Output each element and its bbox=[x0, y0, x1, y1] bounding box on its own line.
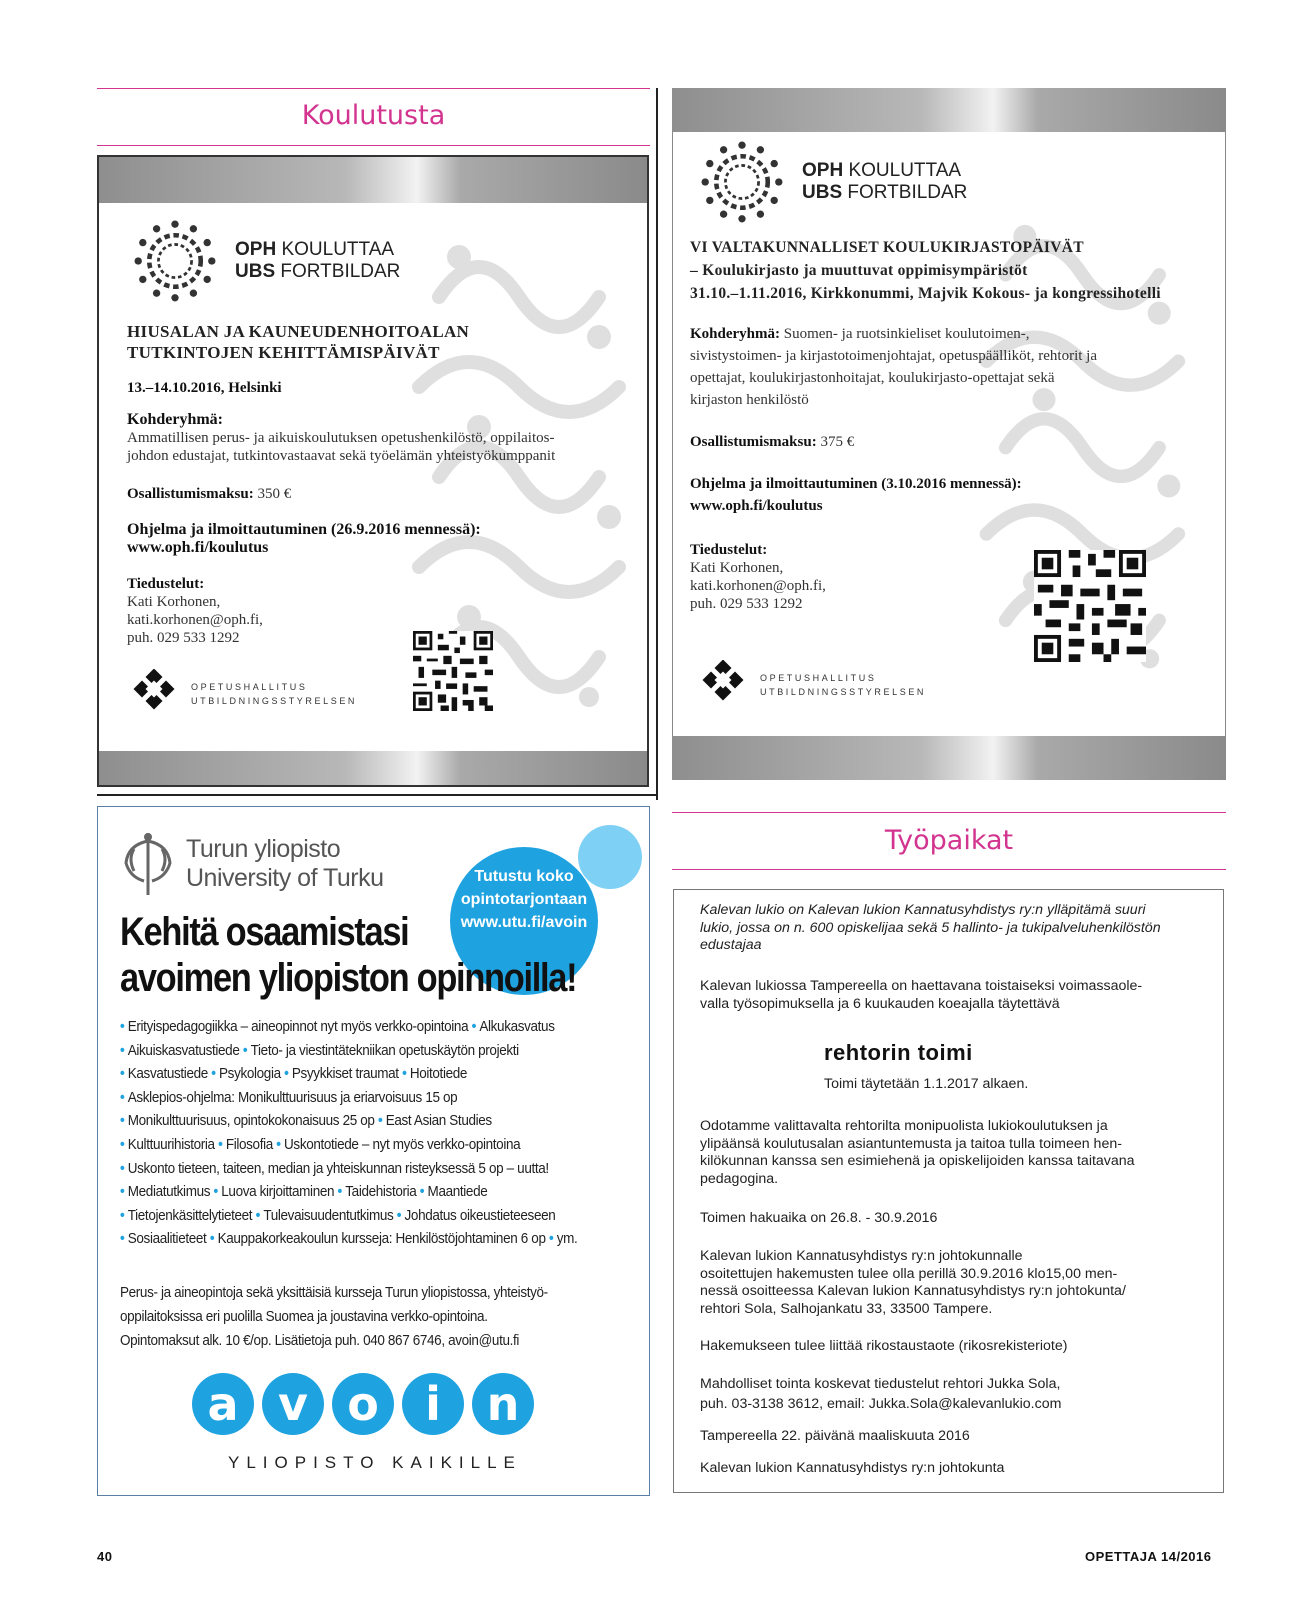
headline-line-2: avoimen yliopiston opinnoilla! bbox=[120, 956, 577, 1000]
avoin-letter-circle: o bbox=[332, 1373, 394, 1435]
ad-title-line-3: 31.10.–1.11.2016, Kirkkonummi, Majvik Kokous- ja kongressihotelli bbox=[690, 285, 1161, 302]
course-item: East Asian Studies bbox=[385, 1112, 492, 1130]
school-intro-line-2: lukio, jossa on n. 600 opiskelijaa sekä 5 hallinto- ja tukipalveluhenkilöstön bbox=[700, 919, 1161, 936]
oph-logo bbox=[696, 136, 967, 228]
fee-label: Osallistumismaksu: bbox=[127, 486, 254, 502]
contact-phone: puh. 029 533 1292 bbox=[690, 596, 803, 612]
requirements-line-3: kilökunnan kanssa sen esimiehenä ja opiskelijoiden kanssa taitavana bbox=[700, 1153, 1135, 1169]
target-line-3: opettajat, koulukirjastonhoitajat, koulukirjasto-opettajat sekä bbox=[690, 370, 1055, 386]
oph-logo bbox=[129, 215, 400, 307]
ubs-wordmark-bold: UBS bbox=[235, 261, 276, 282]
avoin-letter-circle: n bbox=[472, 1373, 534, 1435]
ad-headline bbox=[120, 909, 576, 1001]
inquiries-line-2[interactable]: puh. 03-3138 3612, email: Jukka.Sola@kalevanlukio.com bbox=[700, 1396, 1062, 1412]
course-item: Taidehistoria bbox=[345, 1183, 417, 1201]
job-requirements bbox=[700, 1118, 1135, 1188]
contact-label: Tiedustelut: bbox=[127, 576, 205, 592]
bullet-icon: • bbox=[120, 1159, 128, 1177]
program-label: Ohjelma ja ilmoittautuminen (26.9.2016 mennessä): bbox=[127, 521, 481, 538]
address-line-2: osoitettujen hakemusten tulee olla perillä 30.9.2016 klo15,00 men- bbox=[700, 1265, 1118, 1282]
bullet-icon: • bbox=[120, 1112, 128, 1130]
ad-footer-band bbox=[99, 751, 647, 785]
target-line-2: sivistystoimen- ja kirjastotoimenjohtajat, opetuspäälliköt, rehtorit ja bbox=[690, 348, 1098, 364]
qr-code-icon bbox=[1034, 550, 1146, 662]
course-item: Sosiaalitieteet bbox=[127, 1230, 207, 1248]
fee-value: 350 € bbox=[253, 486, 292, 502]
fee-label: Osallistumismaksu: bbox=[690, 434, 817, 450]
course-list-row bbox=[120, 1180, 577, 1204]
bullet-icon: • bbox=[214, 1135, 226, 1153]
course-list bbox=[120, 1015, 577, 1251]
opetushallitus-logo bbox=[129, 669, 357, 719]
course-item: Luova kirjoittaminen bbox=[221, 1183, 335, 1201]
ad-place-date: Tampereella 22. päivänä maaliskuuta 2016 bbox=[700, 1428, 970, 1444]
ad-title-line-1: VI VALTAKUNNALLISET KOULUKIRJASTOPÄIVÄT bbox=[690, 239, 1084, 256]
course-item: Alkukasvatus bbox=[479, 1018, 555, 1035]
bullet-icon: • bbox=[272, 1135, 285, 1153]
bullet-icon: • bbox=[120, 1183, 128, 1201]
course-item: Hoitotiede bbox=[409, 1065, 468, 1083]
course-item: Maantiede bbox=[427, 1183, 488, 1201]
bullet-icon: • bbox=[398, 1065, 410, 1083]
bullet-icon: • bbox=[206, 1230, 218, 1248]
course-list-row bbox=[120, 1062, 577, 1086]
oph-wreath-icon bbox=[129, 215, 221, 307]
info-line-3: Opintomaksut alk. 10 €/op. Lisätietoja puh. 040 867 6746, avoin@utu.fi bbox=[120, 1332, 520, 1349]
board-name-sv: UTBILDNINGSSTYRELSEN bbox=[191, 696, 358, 706]
bullet-icon: • bbox=[120, 1088, 128, 1106]
ad-program bbox=[690, 473, 1220, 517]
ubs-wordmark-rest: FORTBILDAR bbox=[275, 261, 401, 282]
section-rule-bottom bbox=[672, 869, 1226, 870]
course-item: Psyykkiset traumat bbox=[291, 1065, 399, 1083]
bullet-icon: • bbox=[545, 1230, 557, 1248]
program-url[interactable]: www.oph.fi/koulutus bbox=[690, 498, 823, 514]
program-url[interactable]: www.oph.fi/koulutus bbox=[127, 539, 269, 556]
bullet-icon: • bbox=[374, 1112, 386, 1130]
course-item: Johdatus oikeustieteeseen bbox=[404, 1206, 556, 1224]
course-item: Erityispedagogiikka – aineopinnot nyt myös verkko-opintoina bbox=[127, 1018, 469, 1035]
ad-header-band bbox=[99, 157, 647, 203]
university-name bbox=[186, 835, 384, 893]
page-number: 40 bbox=[97, 1549, 113, 1564]
headline-line-1: Kehitä osaamistasi bbox=[120, 910, 409, 954]
bullet-icon: • bbox=[207, 1065, 220, 1083]
application-attachment: Hakemukseen tulee liittää rikostaustaote (rikosrekisteriote) bbox=[700, 1338, 1068, 1354]
address-line-3: nessä osoitteessa Kalevan lukion Kannatusyhdistys ry:n johtokunta/ bbox=[700, 1283, 1126, 1299]
course-item: Uskonto tieteen, taiteen, median ja yhteiskunnan risteyksessä 5 op – uutta! bbox=[127, 1159, 549, 1177]
avoin-letter-circle: i bbox=[402, 1373, 464, 1435]
ad-title-line-2: TUTKINTOJEN KEHITTÄMISPÄIVÄT bbox=[127, 343, 440, 362]
avoin-letter-circle: v bbox=[262, 1373, 324, 1435]
board-name-fi: OPETUSHALLITUS bbox=[760, 673, 877, 683]
target-label: Kohderyhmä: bbox=[690, 326, 780, 342]
university-of-turku-ad bbox=[97, 806, 650, 1496]
bullet-icon: • bbox=[120, 1065, 128, 1083]
address-line-4: rehtori Sola, Salhojankatu 33, 33500 Tampere. bbox=[700, 1300, 993, 1317]
job-opening bbox=[700, 978, 1142, 1013]
ad-contact bbox=[127, 575, 627, 647]
ad-side-border-right bbox=[1225, 132, 1226, 736]
ad-date-place: 13.–14.10.2016, Helsinki bbox=[127, 380, 282, 396]
oph-wordmark-bold: OPH bbox=[802, 160, 844, 181]
bullet-icon: • bbox=[120, 1206, 128, 1224]
bullet-icon: • bbox=[120, 1041, 128, 1059]
section-rule-top bbox=[672, 812, 1226, 813]
avoin-letter-circle: a bbox=[192, 1373, 254, 1435]
course-list-row bbox=[120, 1204, 577, 1228]
training-ad-school-library bbox=[672, 88, 1226, 780]
requirements-line-2: ylipäänsä koulutusalan asiantuntemusta ja taitoa tulla toimeen hen- bbox=[700, 1135, 1122, 1152]
school-intro-line-1: Kalevan lukio on Kalevan lukion Kannatusyhdistys ry:n ylläpitämä suuri bbox=[700, 902, 1146, 918]
oph-wreath-icon bbox=[696, 136, 788, 228]
info-circle-link[interactable]: www.utu.fi/avoin bbox=[460, 914, 588, 931]
target-line-4: kirjaston henkilöstö bbox=[690, 392, 809, 408]
qr-code-icon bbox=[413, 631, 493, 711]
info-line-1: Perus- ja aineopintoja sekä yksittäisiä kursseja Turun yliopistossa, yhteistyö- bbox=[120, 1284, 548, 1301]
turku-crest-icon bbox=[120, 829, 176, 899]
contact-name: Kati Korhonen, bbox=[690, 560, 784, 576]
bullet-icon: • bbox=[393, 1206, 405, 1224]
course-item: Uskontotiede – nyt myös verkko-opintoina bbox=[284, 1135, 521, 1153]
university-logo bbox=[120, 829, 384, 899]
bullet-icon: • bbox=[120, 1230, 128, 1248]
contact-email[interactable]: kati.korhonen@oph.fi, bbox=[690, 578, 826, 594]
application-period: Toimen hakuaika on 26.8. - 30.9.2016 bbox=[700, 1210, 938, 1226]
school-intro-line-3: edustajaa bbox=[700, 937, 762, 953]
bullet-icon: • bbox=[416, 1183, 428, 1201]
ad-program bbox=[127, 521, 627, 557]
opetushallitus-diamond-icon bbox=[129, 669, 179, 719]
ad-title-line-2: – Koulukirjasto ja muuttuvat oppimisympäristöt bbox=[690, 262, 1028, 279]
ad-footer-band bbox=[672, 736, 1226, 780]
ad-side-border-left bbox=[672, 132, 673, 736]
course-item: Filosofia bbox=[225, 1135, 273, 1153]
ad-body bbox=[127, 321, 627, 647]
address-line-1: Kalevan lukion Kannatusyhdistys ry:n johtokunnalle bbox=[700, 1248, 1023, 1264]
section-title-training: Koulutusta bbox=[301, 100, 446, 131]
contact-name: Kati Korhonen, bbox=[127, 594, 221, 610]
oph-wordmark bbox=[802, 160, 967, 204]
section-title-jobs: Työpaikat bbox=[884, 825, 1014, 856]
course-item: Kauppakorkeakoulun kursseja: Henkilöstöjohtaminen 6 op bbox=[217, 1230, 546, 1248]
university-name-en: University of Turku bbox=[186, 864, 384, 892]
target-line-2: johdon edustajat, tutkintovastaavat sekä työelämän yhteistyökumppanit bbox=[127, 448, 556, 464]
course-item: Kulttuurihistoria bbox=[127, 1135, 215, 1153]
job-start-date: Toimi täytetään 1.1.2017 alkaen. bbox=[824, 1076, 1029, 1092]
ubs-wordmark-bold: UBS bbox=[802, 182, 843, 203]
opetushallitus-logo bbox=[698, 660, 926, 710]
ubs-wordmark-rest: FORTBILDAR bbox=[842, 182, 968, 203]
info-circle-line-2: opintotarjontaan bbox=[460, 891, 588, 908]
left-column-divider bbox=[97, 794, 657, 796]
bullet-icon: • bbox=[210, 1183, 222, 1201]
bullet-icon: • bbox=[120, 1018, 128, 1035]
oph-wordmark-bold: OPH bbox=[235, 239, 277, 260]
ad-signature: Kalevan lukion Kannatusyhdistys ry:n johtokunta bbox=[700, 1460, 1005, 1476]
job-inquiries bbox=[700, 1374, 1061, 1414]
course-item: Mediatutkimus bbox=[127, 1183, 211, 1201]
info-line-2: oppilaitoksissa eri puolilla Suomea ja joustavina verkko-opintoina. bbox=[120, 1308, 488, 1325]
job-opening-line-1: Kalevan lukiossa Tampereella on haettavana toistaiseksi voimassaole- bbox=[700, 978, 1143, 994]
column-divider bbox=[656, 88, 658, 800]
ad-title-line-1: HIUSALAN JA KAUNEUDENHOITOALAN bbox=[127, 322, 470, 341]
course-list-row bbox=[120, 1227, 577, 1251]
course-list-row bbox=[120, 1086, 577, 1110]
requirements-line-1: Odotamme valittavalta rehtorilta monipuolista lukiokoulutuksen ja bbox=[700, 1118, 1108, 1134]
job-ad-principal bbox=[673, 889, 1224, 1493]
oph-wordmark bbox=[235, 239, 400, 283]
job-title: rehtorin toimi bbox=[824, 1040, 973, 1065]
requirements-line-4: pedagogina. bbox=[700, 1170, 779, 1187]
course-item: Kasvatustiede bbox=[127, 1065, 208, 1083]
avoin-logo bbox=[192, 1373, 534, 1435]
course-list-row bbox=[120, 1109, 577, 1133]
job-opening-line-2: valla työsopimuksella ja 6 kuukauden koeajalla täytettävä bbox=[700, 995, 1060, 1012]
oph-wordmark-rest: KOULUTTAA bbox=[276, 239, 395, 260]
university-name-fi: Turun yliopisto bbox=[186, 835, 341, 863]
ad-target-group bbox=[127, 411, 627, 465]
contact-email[interactable]: kati.korhonen@oph.fi, bbox=[127, 612, 263, 628]
application-address bbox=[700, 1248, 1126, 1318]
course-list-row bbox=[120, 1133, 577, 1157]
school-intro bbox=[700, 902, 1161, 955]
ad-target-group bbox=[690, 323, 1220, 411]
training-ad-hair-beauty bbox=[97, 155, 649, 787]
opetushallitus-wordmark bbox=[760, 671, 926, 699]
bullet-icon: • bbox=[120, 1135, 128, 1153]
fee-value: 375 € bbox=[816, 434, 855, 450]
bullet-icon: • bbox=[468, 1018, 480, 1035]
info-circle-line-1: Tutustu koko bbox=[474, 868, 574, 885]
course-item: Psykologia bbox=[219, 1065, 281, 1083]
course-list-row bbox=[120, 1039, 577, 1063]
section-rule-top bbox=[97, 88, 650, 89]
board-name-fi: OPETUSHALLITUS bbox=[191, 682, 308, 692]
ad-info-text bbox=[120, 1281, 548, 1353]
bullet-icon: • bbox=[239, 1041, 251, 1059]
bullet-icon: • bbox=[252, 1206, 264, 1224]
ad-fee bbox=[127, 485, 627, 503]
contact-phone: puh. 029 533 1292 bbox=[127, 630, 240, 646]
avoin-tagline: YLIOPISTO KAIKILLE bbox=[228, 1453, 522, 1472]
course-item: Tietojenkäsittelytieteet bbox=[127, 1206, 253, 1224]
target-label: Kohderyhmä: bbox=[127, 411, 223, 428]
oph-wordmark-rest: KOULUTTAA bbox=[843, 160, 962, 181]
bullet-icon: • bbox=[280, 1065, 292, 1083]
board-name-sv: UTBILDNINGSSTYRELSEN bbox=[760, 687, 927, 697]
course-item: Monikulttuurisuus, opintokokonaisuus 25 op bbox=[127, 1112, 375, 1130]
course-item: ym. bbox=[556, 1230, 578, 1248]
course-item: Tulevaisuudentutkimus bbox=[263, 1206, 394, 1224]
opetushallitus-diamond-icon bbox=[698, 660, 748, 710]
ad-header-band bbox=[672, 88, 1226, 132]
course-list-row bbox=[120, 1015, 577, 1039]
course-item: Tieto- ja viestintätekniikan opetuskäytön projekti bbox=[250, 1041, 519, 1059]
opetushallitus-wordmark bbox=[191, 680, 357, 708]
target-line-1: Ammatillisen perus- ja aikuiskoulutuksen opetushenkilöstö, oppilaitos- bbox=[127, 430, 555, 446]
contact-label: Tiedustelut: bbox=[690, 542, 768, 558]
course-item: Asklepios-ohjelma: Monikulttuurisuus ja eriarvoisuus 15 op bbox=[127, 1088, 458, 1106]
bullet-icon: • bbox=[334, 1183, 346, 1201]
issue-label: OPETTAJA 14/2016 bbox=[1085, 1549, 1212, 1564]
ad-fee bbox=[690, 431, 1220, 453]
target-line-1: Suomen- ja ruotsinkieliset koulutoimen-, bbox=[780, 326, 1030, 342]
section-rule-bottom bbox=[97, 145, 650, 146]
inquiries-line-1: Mahdolliset tointa koskevat tiedustelut rehtori Jukka Sola, bbox=[700, 1376, 1061, 1392]
program-label: Ohjelma ja ilmoittautuminen (3.10.2016 mennessä): bbox=[690, 476, 1022, 492]
course-item: Aikuiskasvatustiede bbox=[127, 1041, 240, 1059]
course-list-row bbox=[120, 1157, 577, 1181]
